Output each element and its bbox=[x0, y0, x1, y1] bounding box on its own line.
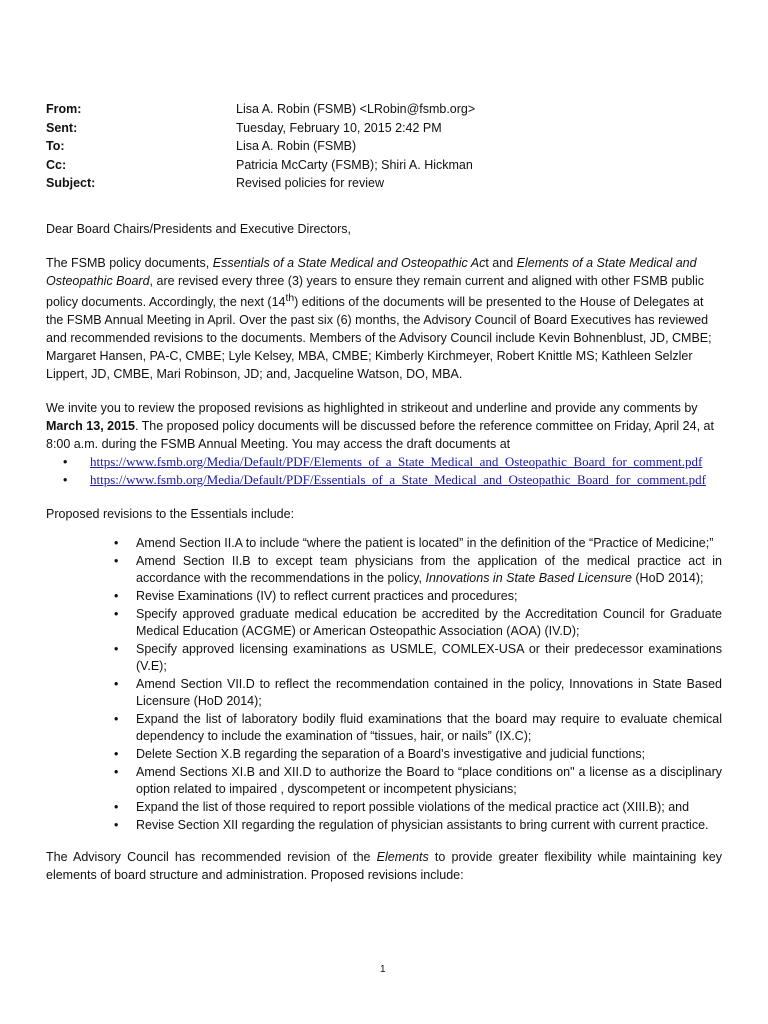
revision-item: • Specify approved graduate medical education be accredited by the Accreditation Council for Graduate Medical Education (ACGME) or American Osteopathic Association (AOA) (IV.D); bbox=[46, 606, 722, 640]
to-row bbox=[46, 137, 475, 156]
revision-text: (HoD 2014); bbox=[631, 571, 704, 586]
revision-item: • Delete Section X.B regarding the separation of a Board’s investigative and judicial functions; bbox=[46, 746, 722, 763]
deadline-date: March 13, 2015 bbox=[46, 419, 135, 434]
subject-label: Subject: bbox=[46, 176, 96, 190]
link-item bbox=[46, 453, 722, 471]
revision-item bbox=[46, 553, 722, 587]
revision-item: • Amend Sections XI.B and XII.D to authorize the Board to “place conditions on" a license as a disciplinary option related to impaired , dyscompetent or incompetent physicians; bbox=[46, 764, 722, 798]
page-number: 1 bbox=[380, 964, 386, 975]
to-label: To: bbox=[46, 139, 65, 153]
subject-value: Revised policies for review bbox=[236, 176, 384, 190]
revision-item: • Revise Section XII regarding the regulation of physician assistants to bring current with current practice. bbox=[46, 817, 722, 834]
intro-text-2: t and bbox=[485, 256, 517, 270]
invite-paragraph bbox=[46, 399, 722, 453]
sent-row bbox=[46, 119, 475, 138]
invite-text-2: . The proposed policy documents will be discussed before the reference committee on Friday, April 24, at 8:00 a.m. during the FSMB Annual Meeting. You may access the draft documents at bbox=[46, 419, 714, 452]
cc-label: Cc: bbox=[46, 157, 67, 172]
revision-item: • Revise Examinations (IV) to reflect current practices and procedures; bbox=[46, 588, 722, 605]
invite-text-1: We invite you to review the proposed revisions as highlighted in strikeout and underline and provide any comments by bbox=[46, 401, 698, 416]
edition-superscript: th bbox=[285, 293, 295, 304]
policy-title: Innovations in State Based Licensure bbox=[425, 571, 632, 586]
closing-paragraph bbox=[46, 848, 722, 884]
greeting: Dear Board Chairs/Presidents and Executive Directors, bbox=[46, 222, 351, 236]
intro-text-3: , are revised every three (3) years to ensure they remain current and aligned with other FSMB public policy documents. Accordingly, the next (14 bbox=[46, 274, 704, 310]
from-label: From: bbox=[46, 102, 82, 116]
to-value: Lisa A. Robin (FSMB) bbox=[236, 139, 357, 153]
revision-item: • Amend Section VII.D to reflect the recommendation contained in the policy, Innovations in State Based Licensure (HoD 2014); bbox=[46, 676, 722, 710]
email-body bbox=[46, 220, 722, 884]
essentials-title: Essentials of a State Medical and Osteopathic Ac bbox=[212, 256, 486, 270]
intro-paragraph bbox=[46, 254, 722, 383]
revision-item: • Amend Section II.A to include “where the patient is located” in the definition of the “Practice of Medicine;” bbox=[46, 535, 722, 552]
link-item bbox=[46, 471, 722, 489]
cc-row bbox=[46, 156, 475, 175]
cc-value: Patricia McCarty (FSMB); Shiri A. Hickman bbox=[236, 157, 473, 172]
email-header bbox=[46, 100, 475, 193]
document-links bbox=[46, 453, 722, 489]
subject-row bbox=[46, 174, 475, 193]
elements-italic: Elements bbox=[376, 850, 429, 865]
closing-text-1: The Advisory Council has recommended revision of the bbox=[46, 850, 377, 865]
revision-text: Amend Section II.B to except team physicians from the application of the medical practice act in accordance with the recommendations in the policy, bbox=[136, 554, 722, 586]
revision-item: • Specify approved licensing examinations as USMLE, COMLEX-USA or their predecessor examinations (V.E); bbox=[46, 641, 722, 675]
elements-title: Elements of a State Medical and Osteopathic Board bbox=[46, 256, 697, 288]
revisions-list bbox=[46, 535, 722, 834]
elements-pdf-link[interactable]: • https://www.fsmb.org/Media/Default/PDF/Elements_of_a_State_Medical_and_Osteopathic_Board_for_comment.pdf bbox=[90, 454, 703, 470]
revisions-heading: Proposed revisions to the Essentials include: bbox=[46, 507, 295, 522]
essentials-pdf-link[interactable]: • https://www.fsmb.org/Media/Default/PDF/Essentials_of_a_State_Medical_and_Osteopathic_Board_for_comment.pdf bbox=[90, 472, 706, 488]
from-value: Lisa A. Robin (FSMB) <LRobin@fsmb.org> bbox=[236, 102, 476, 116]
closing-text-2: to provide greater flexibility while maintaining key elements of board structure and administration. Proposed revisions include: bbox=[46, 850, 722, 883]
revision-item: • Expand the list of laboratory bodily fluid examinations that the board may require to evaluate chemical dependency to include the examination of “tissues, hair, or nails” (IX.C); bbox=[46, 711, 722, 745]
intro-text-4: ) editions of the documents will be presented to the House of Delegates at the FSMB Annual Meeting in April. Over the past six (6) months, the Advisory Council of Board Executives has reviewed and recommended revisions to the documents. Members of the Advisory Council include Kevin Bohnenblust, JD, CMBE; Margaret Hansen, PA-C, CMBE; Lyle Kelsey, MBA, CMBE; Kimberly Kirchmeyer, Robert Knittle MS; Kathleen Selzler Lippert, JD, CMBE, Mari Robinson, JD; and, Jacqueline Watson, DO, MBA. bbox=[46, 295, 712, 382]
intro-text-1: The FSMB policy documents, bbox=[46, 256, 213, 270]
from-row bbox=[46, 100, 475, 119]
sent-label: Sent: bbox=[46, 120, 78, 135]
revision-item: • Expand the list of those required to report possible violations of the medical practice act (XIII.B); and bbox=[46, 799, 722, 816]
sent-value: Tuesday, February 10, 2015 2:42 PM bbox=[236, 120, 442, 135]
